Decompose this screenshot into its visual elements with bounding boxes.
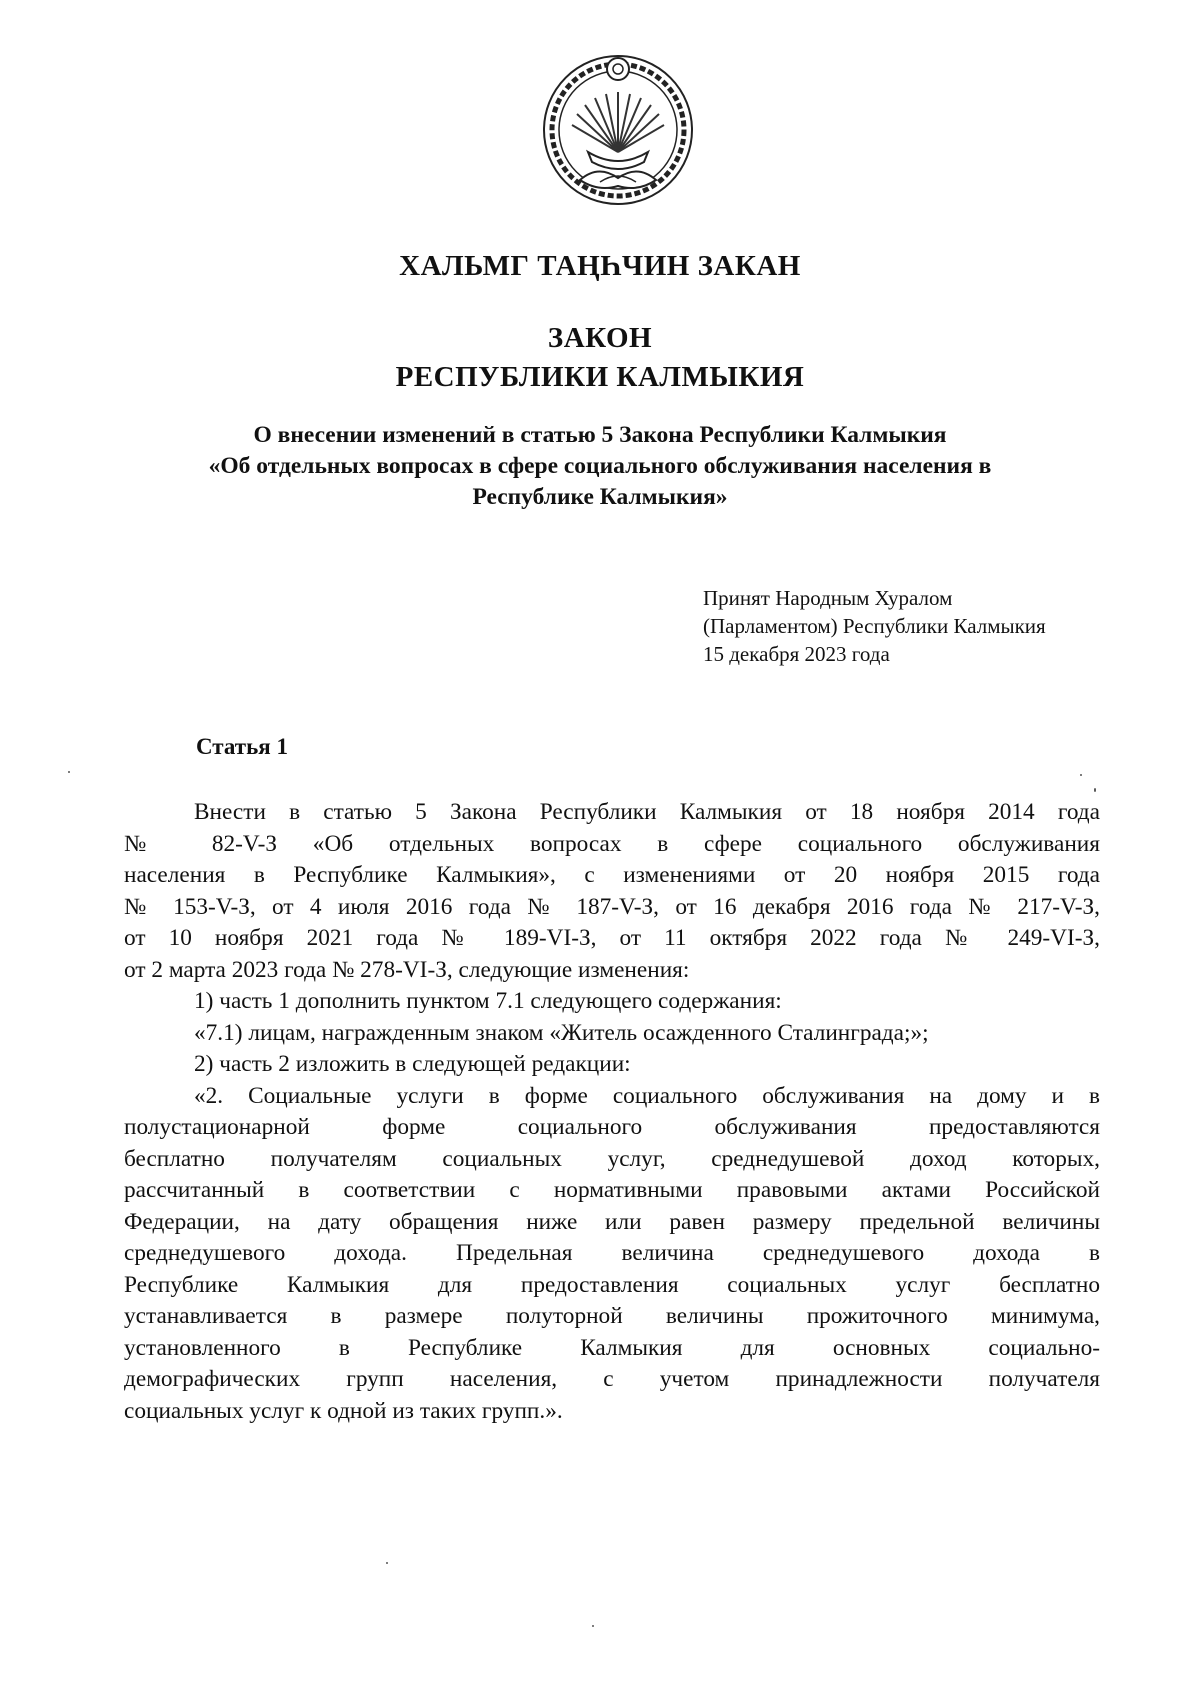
body-line: от 10 ноября 2021 года № 189-VI-З, от 11 октября 2022 года № 249-VI-З,: [124, 925, 1100, 951]
body-line: от 2 марта 2023 года № 278-VI-З, следующие изменения:: [124, 956, 690, 983]
scan-speck: [592, 1625, 594, 1627]
adoption-line: Принят Народным Хуралом: [703, 586, 953, 610]
body-line: полустационарной форме социального обслуживания предоставляются: [124, 1114, 1100, 1140]
body-line: «2. Социальные услуги в форме социального обслуживания на дому и в: [194, 1082, 1100, 1109]
body-line: «7.1) лицам, награжденным знаком «Житель осажденного Сталинграда;»;: [194, 1019, 929, 1046]
body-line: № 153-V-З, от 4 июля 2016 года № 187-V-З, от 16 декабря 2016 года № 217-V-З,: [124, 893, 1100, 920]
scan-speck: [68, 771, 70, 773]
body-line: населения в Республике Калмыкия», с изменениями от 20 ноября 2015 года: [124, 862, 1100, 888]
scan-speck: [386, 1562, 388, 1564]
law-subject-heading: [110, 420, 1090, 513]
scan-speck: [1094, 788, 1096, 792]
title-law: ЗАКОН: [547, 322, 653, 354]
body-line: демографических групп населения, с учетом принадлежности получателя: [124, 1366, 1100, 1392]
body-line: Республике Калмыкия для предоставления социальных услуг бесплатно: [124, 1271, 1100, 1298]
body-line: среднедушевого дохода. Предельная величина среднедушевого дохода в: [124, 1240, 1100, 1266]
article-title: Статья 1: [196, 734, 288, 759]
body-line: рассчитанный в соответствии с нормативными правовыми актами Российской: [124, 1177, 1100, 1203]
body-line: устанавливается в размере полуторной величины прожиточного минимума,: [124, 1303, 1100, 1329]
subject-line: О внесении изменений в статью 5 Закона Республики Калмыкия: [253, 422, 947, 448]
adoption-line: (Парламентом) Республики Калмыкия: [703, 614, 1046, 638]
subject-line: «Об отдельных вопросах в сфере социального обслуживания населения в: [208, 453, 992, 479]
body-line: 1) часть 1 дополнить пунктом 7.1 следующего содержания:: [194, 988, 782, 1014]
body-line: установленного в Республике Калмыкия для основных социально-: [124, 1334, 1100, 1361]
title-republic: РЕСПУБЛИКИ КАЛМЫКИЯ: [395, 361, 805, 393]
body-line: № 82-V-З «Об отдельных вопросах в сфере социального обслуживания: [124, 830, 1100, 857]
subject-line: Республике Калмыкия»: [472, 484, 728, 510]
article-body: [124, 797, 1100, 1427]
body-line: 2) часть 2 изложить в следующей редакции:: [194, 1051, 631, 1077]
body-line: бесплатно получателям социальных услуг, среднедушевой доход которых,: [124, 1145, 1100, 1172]
adoption-date: 15 декабря 2023 года: [703, 642, 890, 666]
adoption-note: [703, 584, 1046, 668]
scan-speck: [1080, 774, 1082, 776]
coat-of-arms-emblem: [540, 52, 696, 208]
body-line: Внести в статью 5 Закона Республики Калмыкия от 18 ноября 2014 года: [194, 799, 1100, 825]
body-line: Федерации, на дату обращения ниже или равен размеру предельной величины: [124, 1208, 1100, 1235]
title-kalmyk: ХАЛЬМГ ТАҢҺЧИН ЗАКАН: [399, 250, 801, 282]
body-line: социальных услуг к одной из таких групп.».: [124, 1397, 563, 1424]
